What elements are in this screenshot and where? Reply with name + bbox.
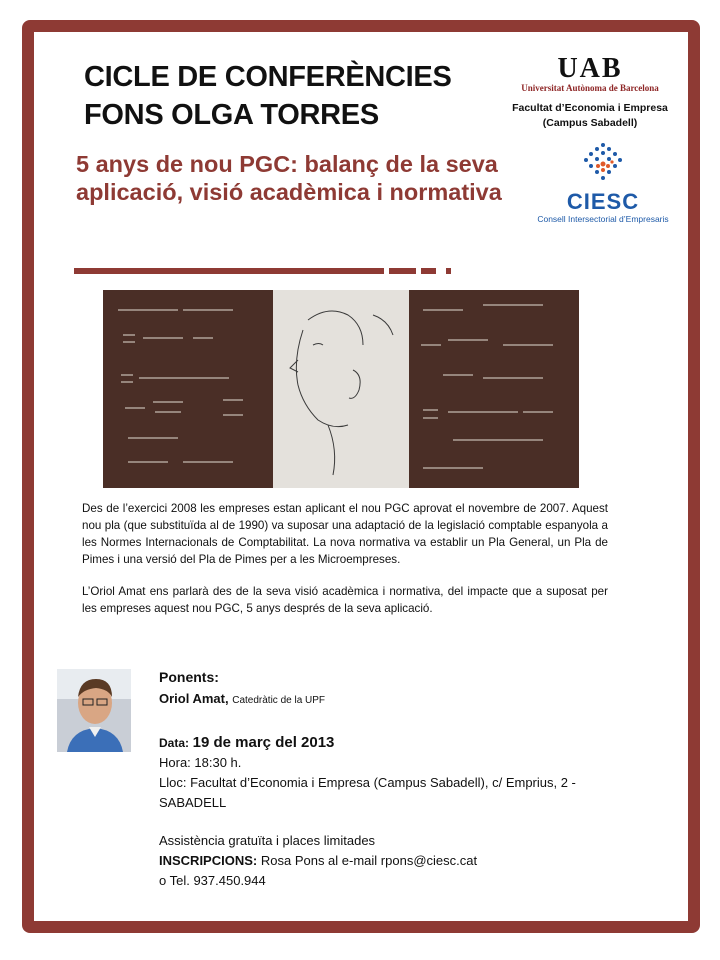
place-line-1: Lloc: Facultat d’Economia i Empresa (Campus Sabadell), c/ Emprius, 2 -	[159, 775, 576, 790]
speaker-line	[159, 689, 599, 711]
registration-text: Rosa Pons al e-mail rpons@ciesc.cat	[260, 853, 478, 868]
chalkboard-image	[103, 290, 579, 488]
description-paragraph-2: L’Oriol Amat ens parlarà des de la seva visió acadèmica i normativa, del impacte que a suposat per les empreses aquest nou PGC, 5 anys després de la seva aplicació.	[82, 585, 608, 615]
description-paragraph-1: Des de l’exercici 2008 les empreses estan aplicant el nou PGC aprovat el novembre de 2007. Aquest nou pla (que substituïda al de 1990) va suposar una adaptació de la legislació comptable espanyola a les Normes Internacionals de Comptabilitat. La nova normativa va establir un Pla General, un Pla de Pimes i una versió del Pla de Pimes per a les Microempreses.	[82, 502, 608, 566]
phone-line: o Tel. 937.450.944	[159, 873, 266, 888]
speaker-photo	[57, 669, 131, 752]
series-title	[84, 58, 452, 134]
date-value: 19 de març del 2013	[192, 734, 335, 751]
ciesc-logo-block	[528, 140, 678, 224]
ciesc-logo-text: CIESC	[566, 189, 640, 214]
divider-bar-segment	[446, 268, 451, 274]
series-line-1: CICLE DE CONFERÈNCIES	[84, 61, 452, 93]
registration-label: INSCRIPCIONS:	[159, 853, 258, 868]
uab-logo-block	[500, 54, 680, 131]
registration-line	[159, 851, 599, 871]
series-line-2: FONS OLGA TORRES	[84, 99, 379, 131]
ciesc-full-name: Consell Intersectorial d’Empresaris	[537, 214, 669, 224]
speaker-role: Catedràtic de la UPF	[232, 695, 326, 706]
speakers-label: Ponents:	[159, 669, 219, 685]
free-entry: Assistència gratuïta i places limitades	[159, 833, 376, 848]
divider-bar-main	[74, 268, 384, 274]
faculty-name: Facultat d’Economia i Empresa	[512, 102, 668, 114]
speaker-name: Oriol Amat,	[159, 691, 229, 706]
event-details	[159, 667, 599, 891]
ciesc-dots-icon	[580, 140, 626, 186]
divider-bar-segment	[389, 268, 416, 274]
uab-university-name: Universitat Autònoma de Barcelona	[521, 83, 659, 93]
date-line	[159, 733, 599, 753]
date-label: Data:	[159, 736, 190, 750]
campus-name: (Campus Sabadell)	[542, 117, 638, 129]
uab-logo: UAB	[557, 53, 623, 84]
faculty-info	[500, 101, 680, 131]
place-line-2: SABADELL	[159, 795, 227, 810]
description	[82, 500, 608, 632]
divider-bar-segment	[421, 268, 436, 274]
time-line: Hora: 18:30 h.	[159, 755, 242, 770]
conference-title: 5 anys de nou PGC: balanç de la seva aplicació, visió acadèmica i normativa	[76, 151, 502, 205]
